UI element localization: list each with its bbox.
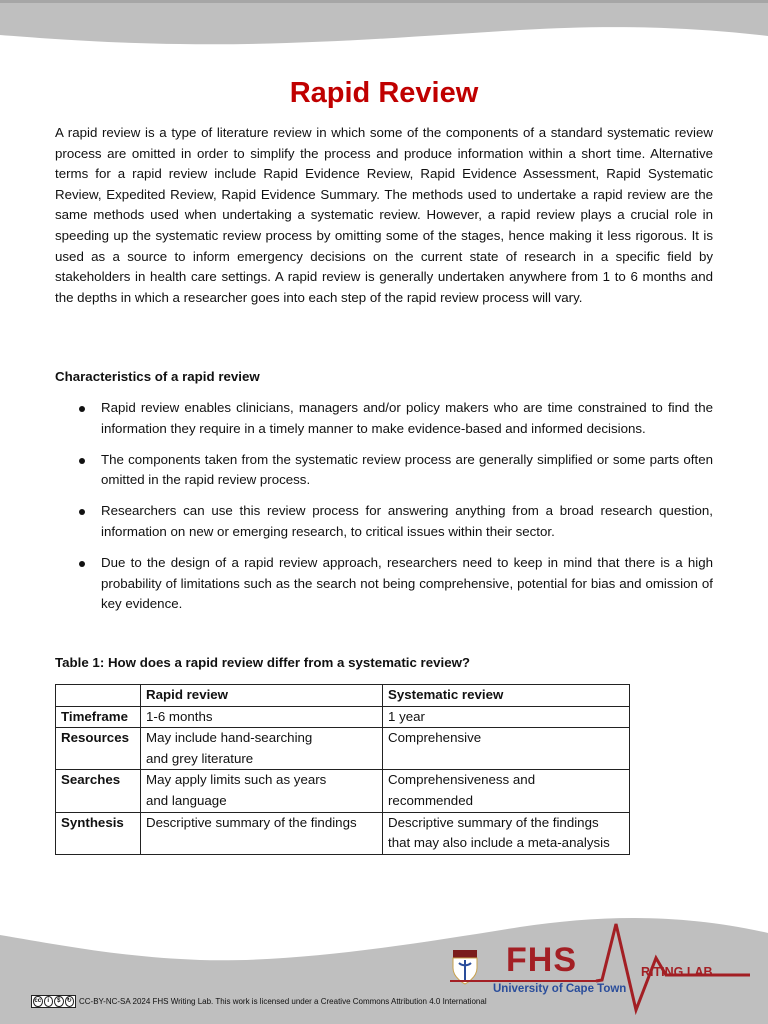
characteristics-heading: Characteristics of a rapid review bbox=[55, 369, 260, 384]
table-cell: 1 year bbox=[383, 706, 630, 728]
row-label: Searches bbox=[56, 770, 141, 812]
bullet-icon bbox=[79, 406, 85, 412]
list-item: The components taken from the systematic review process are generally simplified or some parts often omitted in the rapid review process. bbox=[55, 450, 713, 491]
row-label: Synthesis bbox=[56, 812, 141, 854]
uct-crest-icon bbox=[453, 950, 477, 984]
license-text: CC-BY-NC-SA 2024 FHS Writing Lab. This work is licensed under a Creative Commons Attribution 4.0 International bbox=[79, 997, 487, 1006]
row-label: Resources bbox=[56, 728, 141, 770]
page-title: Rapid Review bbox=[289, 77, 479, 110]
list-item: Due to the design of a rapid review approach, researchers need to keep in mind that there is a high probability of limitations such as the search not being comprehensive, potential for bias and omission of key evidence. bbox=[55, 553, 713, 615]
university-name: University of Cape Town bbox=[493, 983, 627, 995]
table-row bbox=[56, 728, 630, 770]
bullet-icon bbox=[79, 561, 85, 567]
bullet-icon bbox=[79, 509, 85, 515]
table-cell: 1-6 months bbox=[141, 706, 383, 728]
table-row bbox=[56, 812, 630, 854]
table-header-cell: Systematic review bbox=[383, 685, 630, 707]
header-wave-decoration bbox=[0, 0, 768, 50]
fhs-logo-text: FHS bbox=[506, 941, 577, 979]
table-cell: May include hand-searching and grey literature bbox=[141, 728, 383, 770]
table-cell: Descriptive summary of the findings that may also include a meta-analysis bbox=[383, 812, 630, 854]
bullet-icon bbox=[79, 458, 85, 464]
list-item: Researchers can use this review process for answering anything from a broad research question, information on new or emerging research, to critical issues within their sector. bbox=[55, 501, 713, 542]
table-cell: Comprehensive bbox=[383, 728, 630, 770]
row-label: Timeframe bbox=[56, 706, 141, 728]
table-cell: May apply limits such as years and language bbox=[141, 770, 383, 812]
intro-paragraph: A rapid review is a type of literature review in which some of the components of a standard systematic review process are omitted in order to simplify the process and produce information within a short time. Alternative terms for a rapid review include Rapid Evidence Review, Rapid Evidence Assessment, Rapid Systematic Review, Expedited Review, Rapid Evidence Summary. The methods used to undertake a rapid review are the same methods used when undertaking a systematic review. However, a rapid review plays a crucial role in speeding up the systematic review process by omitting some of the stages, hence making it less rigorous. It is used as a source to inform emergency decisions on the current state of research in a specific field by stakeholders in health care settings. A rapid review is generally undertaken anywhere from 1 to 6 months and the depths in which a researcher goes into each step of the rapid review process will vary. bbox=[55, 125, 713, 305]
fhs-writing-lab-logo bbox=[450, 920, 760, 1020]
table-header-cell bbox=[56, 685, 141, 707]
creative-commons-icon: cc i $ ↻ bbox=[31, 995, 76, 1008]
comparison-table bbox=[55, 684, 630, 855]
table-row bbox=[56, 770, 630, 812]
table-caption: Table 1: How does a rapid review differ from a systematic review? bbox=[55, 655, 471, 670]
characteristics-list bbox=[55, 398, 713, 625]
table-header-row bbox=[56, 685, 630, 707]
table-header-cell: Rapid review bbox=[141, 685, 383, 707]
writing-lab-text: RITING LAB bbox=[641, 965, 713, 979]
table-cell: Descriptive summary of the findings bbox=[141, 812, 383, 854]
table-row bbox=[56, 706, 630, 728]
license-line bbox=[31, 995, 487, 1008]
table-cell: Comprehensiveness and recommended bbox=[383, 770, 630, 812]
list-item: Rapid review enables clinicians, managers and/or policy makers who are time constrained to find the information they require in a timely manner to make evidence-based and informed decisions. bbox=[55, 398, 713, 439]
